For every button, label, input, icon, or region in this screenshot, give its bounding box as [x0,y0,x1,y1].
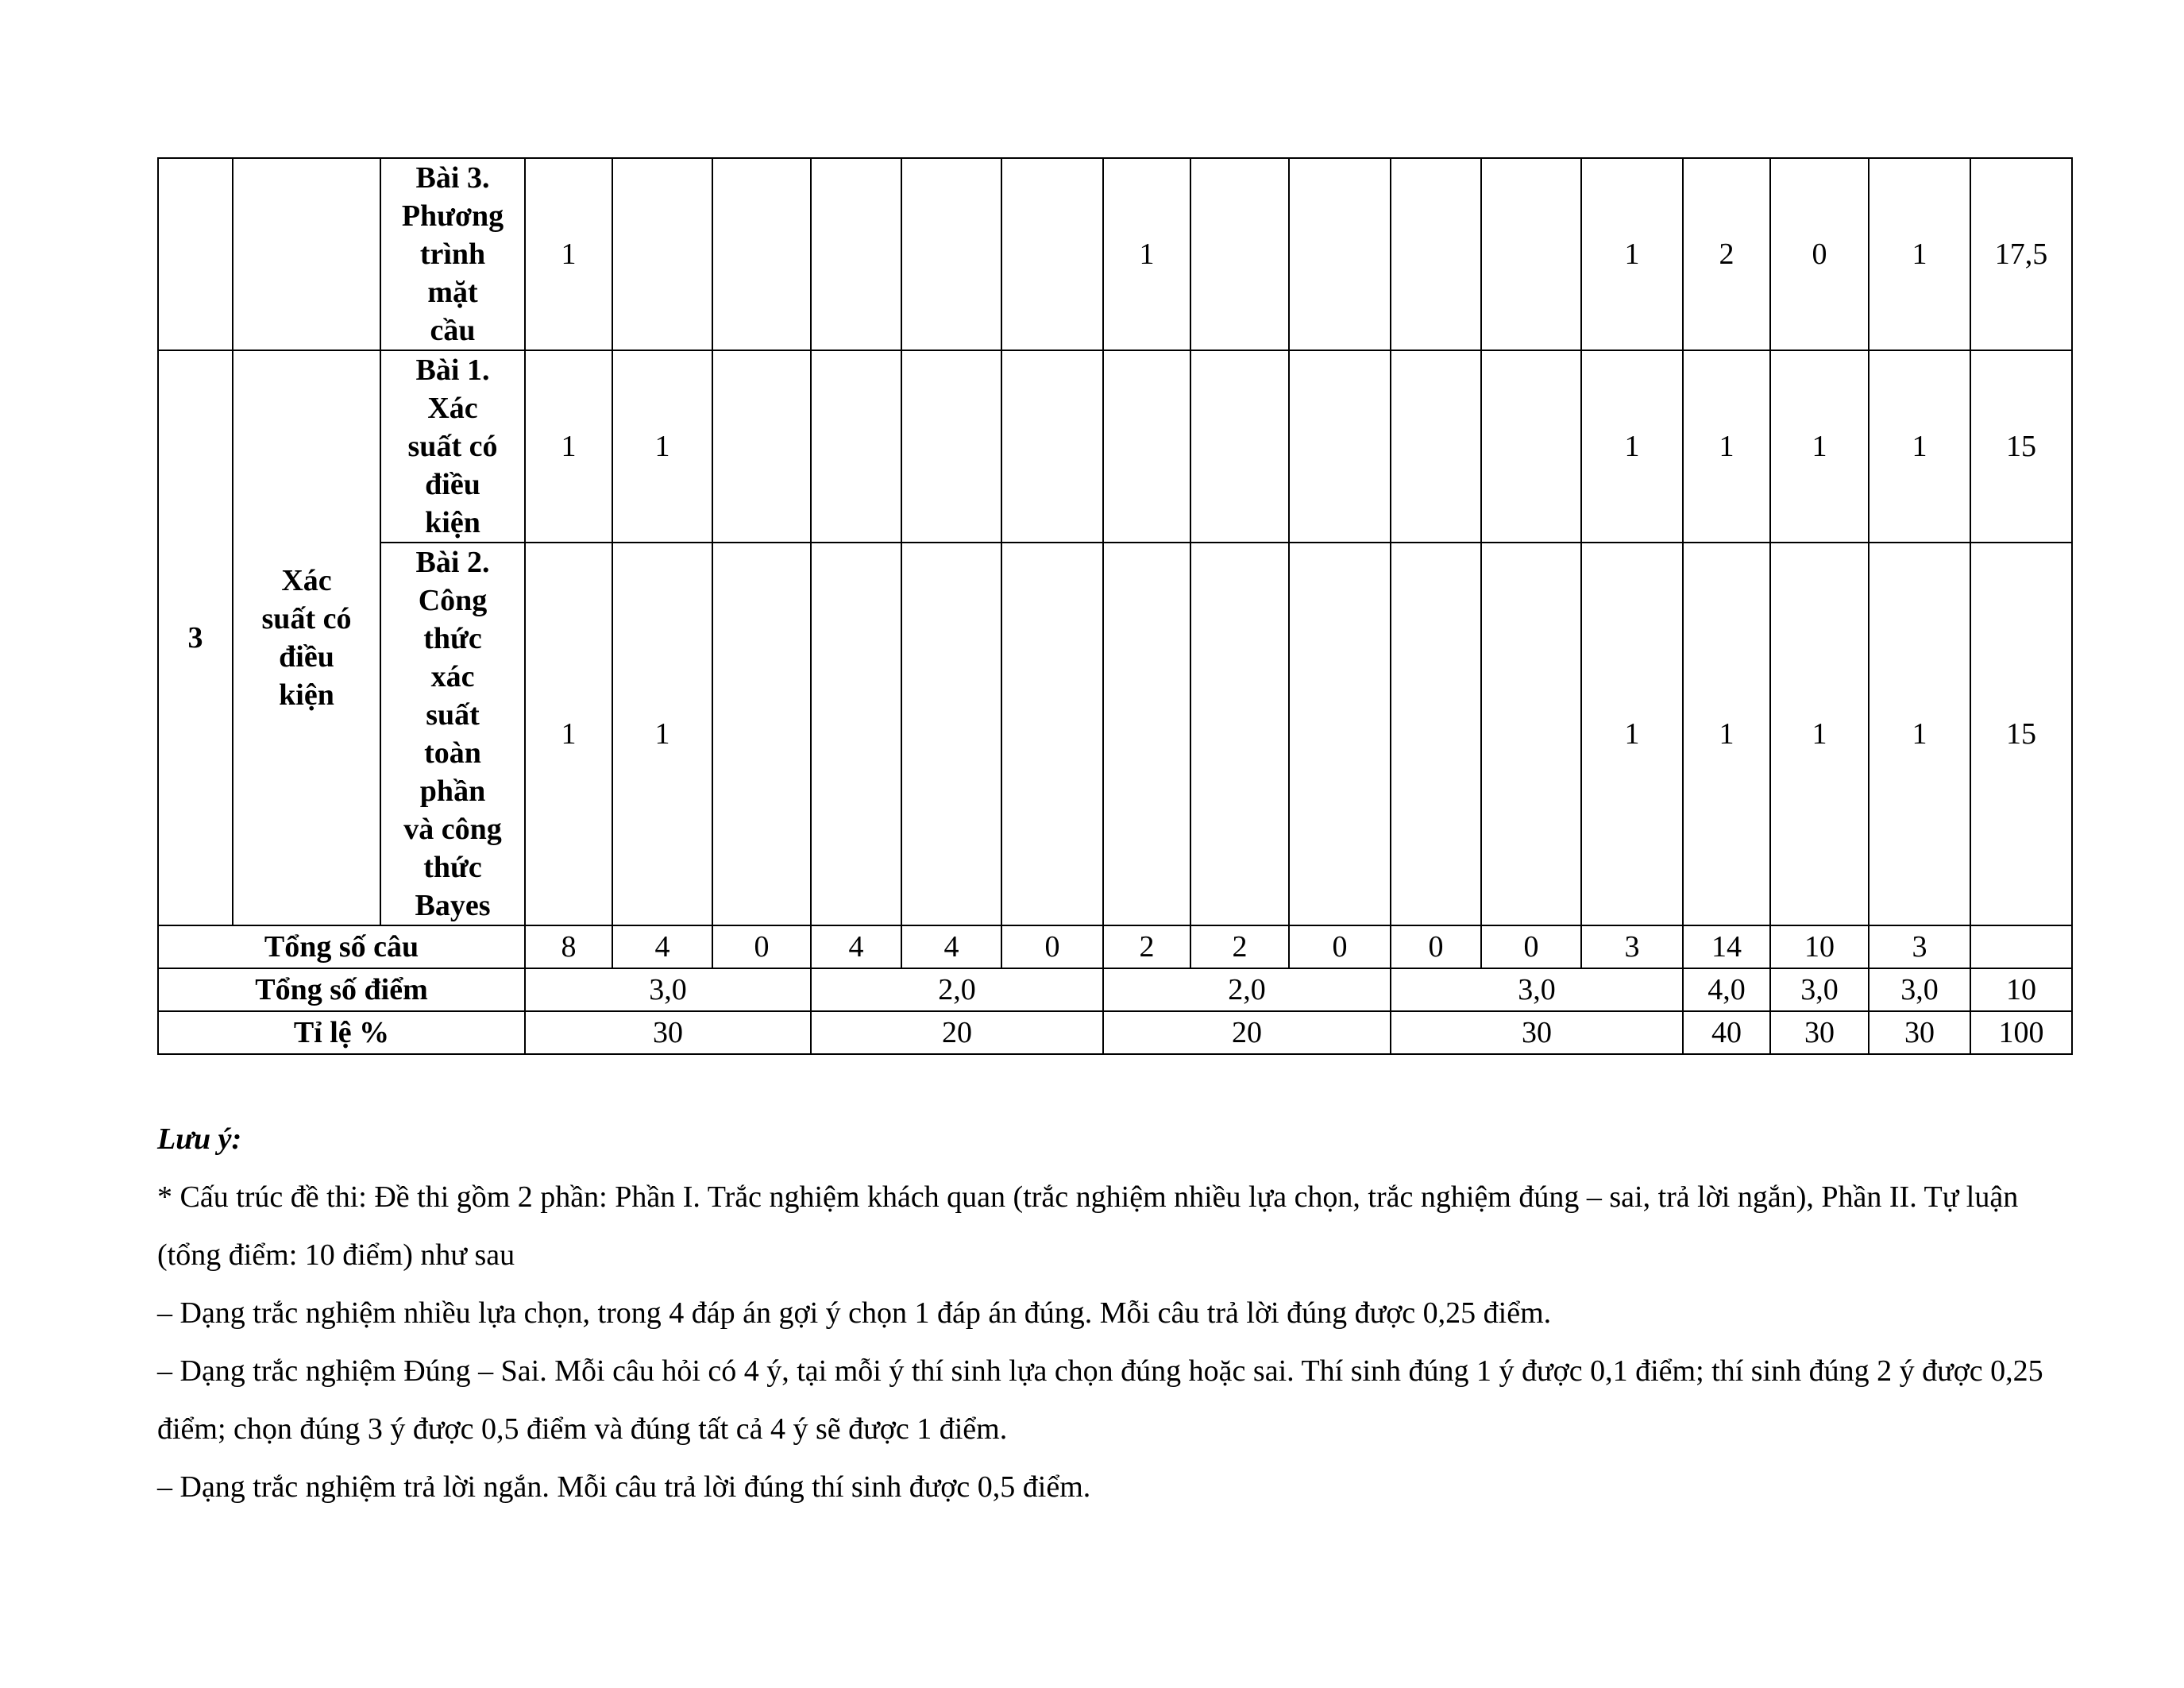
value-cell: 15 [1970,350,2072,543]
value-cell: 0 [1289,925,1391,968]
note-paragraph: * Cấu trúc đề thi: Đề thi gồm 2 phần: Phần I. Trắc nghiệm khách quan (trắc nghiệm nhiều lựa chọn, trắc nghiệm đúng – sai, trả lời ngắn), Phần II. Tự luận (tổng điểm: 10 điểm) như sau [157,1180,2019,1272]
value-cell: 0 [1770,158,1869,350]
value-cell [1190,158,1289,350]
value-cell: 20 [1103,1011,1391,1054]
value-cell [811,543,901,925]
topic-number-cell: 3 [158,350,233,925]
value-cell [1001,350,1103,543]
value-cell [712,543,811,925]
note-paragraph: – Dạng trắc nghiệm Đúng – Sai. Mỗi câu hỏi có 4 ý, tại mỗi ý thí sinh lựa chọn đúng hoặc sai. Thí sinh đúng 1 ý được 0,1 điểm; thí sinh đúng 2 ý được 0,25 điểm; chọn đúng 3 ý được 0,5 điểm và đúng tất cả 4 ý sẽ được 1 điểm. [157,1354,2043,1446]
text-line: Xác [281,564,332,597]
notes-section [157,1111,2047,1516]
lesson-cell [380,350,525,543]
value-cell: 3 [1581,925,1683,968]
value-cell: 40 [1683,1011,1770,1054]
value-cell: 0 [1481,925,1581,968]
text-line: Bài 3. [415,161,490,195]
value-cell: 4 [811,925,901,968]
value-cell: 3,0 [1869,968,1970,1011]
value-cell: 14 [1683,925,1770,968]
row-label: Tổng số điểm [158,968,525,1011]
text-line: điều [425,468,480,501]
text-line: cầu [430,314,476,347]
lesson-cell [380,158,525,350]
value-cell: 3,0 [525,968,811,1011]
value-cell: 4,0 [1683,968,1770,1011]
text-line: trình [419,238,486,271]
value-cell: 4 [901,925,1001,968]
value-cell [1001,543,1103,925]
value-cell: 1 [612,543,712,925]
value-cell: 3,0 [1770,968,1869,1011]
text-line: thức [423,851,482,884]
note-paragraph: – Dạng trắc nghiệm trả lời ngắn. Mỗi câu trả lời đúng thí sinh được 0,5 điểm. [157,1470,1091,1504]
text-line: suất có [407,430,498,463]
text-line: toàn [424,736,481,770]
value-cell: 1 [1103,158,1190,350]
topic-name-cell [233,350,380,925]
value-cell: 4 [612,925,712,968]
value-cell: 30 [1391,1011,1683,1054]
value-cell [901,158,1001,350]
value-cell: 0 [712,925,811,968]
total-questions-row [158,925,2072,968]
text-line: Phương [401,199,504,233]
topic-number-cell [158,158,233,350]
total-points-row [158,968,2072,1011]
value-cell [1391,158,1481,350]
value-cell: 1 [1581,158,1683,350]
text-line: mặt [427,276,478,309]
text-line: Bài 1. [415,353,490,387]
value-cell [1289,158,1391,350]
value-cell [811,158,901,350]
table-row [158,158,2072,350]
value-cell: 1 [612,350,712,543]
value-cell: 2,0 [811,968,1103,1011]
value-cell: 1 [1581,350,1683,543]
value-cell: 3,0 [1391,968,1683,1011]
value-cell: 1 [525,158,612,350]
value-cell: 1 [1770,350,1869,543]
value-cell: 20 [811,1011,1103,1054]
value-cell: 1 [1581,543,1683,925]
value-cell: 1 [525,350,612,543]
value-cell [1391,543,1481,925]
notes-title: Lưu ý: [157,1122,242,1156]
value-cell: 1 [1869,543,1970,925]
value-cell [1103,350,1190,543]
value-cell [1970,925,2072,968]
value-cell: 15 [1970,543,2072,925]
value-cell [612,158,712,350]
value-cell: 1 [1770,543,1869,925]
value-cell [712,158,811,350]
value-cell [712,350,811,543]
value-cell: 10 [1970,968,2072,1011]
value-cell: 2 [1683,158,1770,350]
table-row [158,350,2072,543]
value-cell: 1 [1869,350,1970,543]
lesson-cell [380,543,525,925]
value-cell [1481,543,1581,925]
value-cell: 17,5 [1970,158,2072,350]
text-line: Bayes [415,889,491,922]
value-cell [1103,543,1190,925]
row-label: Tỉ lệ % [158,1011,525,1054]
text-line: và công [403,813,502,846]
value-cell: 1 [1683,543,1770,925]
topic-name-cell [233,158,380,350]
text-line: kiện [279,678,334,712]
text-line: suất có [261,602,352,635]
text-line: Xác [427,392,478,425]
value-cell: 3 [1869,925,1970,968]
value-cell [1289,350,1391,543]
percent-row [158,1011,2072,1054]
note-paragraph: – Dạng trắc nghiệm nhiều lựa chọn, trong 4 đáp án gợi ý chọn 1 đáp án đúng. Mỗi câu trả lời đúng được 0,25 điểm. [157,1296,1552,1330]
value-cell: 2 [1190,925,1289,968]
value-cell [901,543,1001,925]
value-cell: 30 [1770,1011,1869,1054]
value-cell: 1 [525,543,612,925]
text-line: điều [279,640,334,674]
value-cell [1001,158,1103,350]
value-cell [901,350,1001,543]
text-line: xác [430,660,475,693]
text-line: thức [423,622,482,655]
text-line: Công [418,584,488,617]
value-cell: 100 [1970,1011,2072,1054]
value-cell: 1 [1683,350,1770,543]
text-line: phần [419,774,486,808]
value-cell [1289,543,1391,925]
value-cell [1391,350,1481,543]
row-label: Tổng số câu [158,925,525,968]
value-cell [811,350,901,543]
value-cell [1190,543,1289,925]
value-cell: 30 [1869,1011,1970,1054]
text-line: Bài 2. [415,546,490,579]
table-row [158,543,2072,925]
text-line: suất [426,698,480,732]
value-cell [1190,350,1289,543]
value-cell: 2 [1103,925,1190,968]
text-line: kiện [425,506,480,539]
value-cell: 0 [1001,925,1103,968]
value-cell: 1 [1869,158,1970,350]
value-cell: 8 [525,925,612,968]
value-cell: 10 [1770,925,1869,968]
value-cell [1481,350,1581,543]
value-cell: 0 [1391,925,1481,968]
value-cell [1481,158,1581,350]
exam-matrix-table [157,157,2073,1055]
value-cell: 2,0 [1103,968,1391,1011]
value-cell: 30 [525,1011,811,1054]
